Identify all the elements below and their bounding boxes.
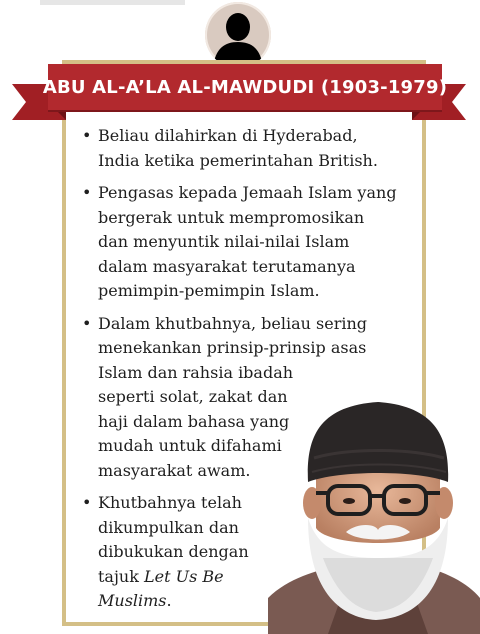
bullet-dot: • (82, 313, 92, 333)
avatar (205, 2, 271, 68)
bullet-text-lead: Khutbahnya telah dikumpulkan dan dibukukan dengan tajuk (98, 493, 249, 586)
bullet-text-end: . (166, 591, 172, 610)
bullet-dot: • (82, 183, 92, 202)
bullet-text: Dalam khutbahnya, beliau sering menekankan prinsip-prinsip asas Islam dan rahsia ibadah (98, 313, 368, 382)
bullet-text: Beliau dilahirkan di Hyderabad, India ketika pemerintahan British. (98, 126, 378, 170)
portrait-illustration (268, 398, 480, 634)
bullet-text: Pengasas kepada Jemaah Islam yang bergerak untuk mempromosikan dan menyuntik nilai-nilai Islam dalam masyarakat terutamanya pemimpin-pemimpin Islam. (98, 183, 397, 300)
bullet-text (98, 491, 258, 614)
book-title: Let Us Be Muslims (98, 566, 224, 610)
person-silhouette-icon (205, 2, 271, 68)
bullet-text-continued: seperti solat, zakat dan haji dalam bahasa yang mudah untuk difahami masyarakat awam. (98, 387, 290, 480)
bullet-dot: • (82, 126, 92, 145)
title-banner (42, 64, 448, 110)
bullet-dot: • (82, 493, 92, 512)
top-divider (40, 0, 185, 5)
list-item (76, 124, 398, 173)
list-item (76, 181, 398, 304)
banner-title: ABU AL-A’LA AL-MAWDUDI (1903-1979) (42, 76, 448, 98)
